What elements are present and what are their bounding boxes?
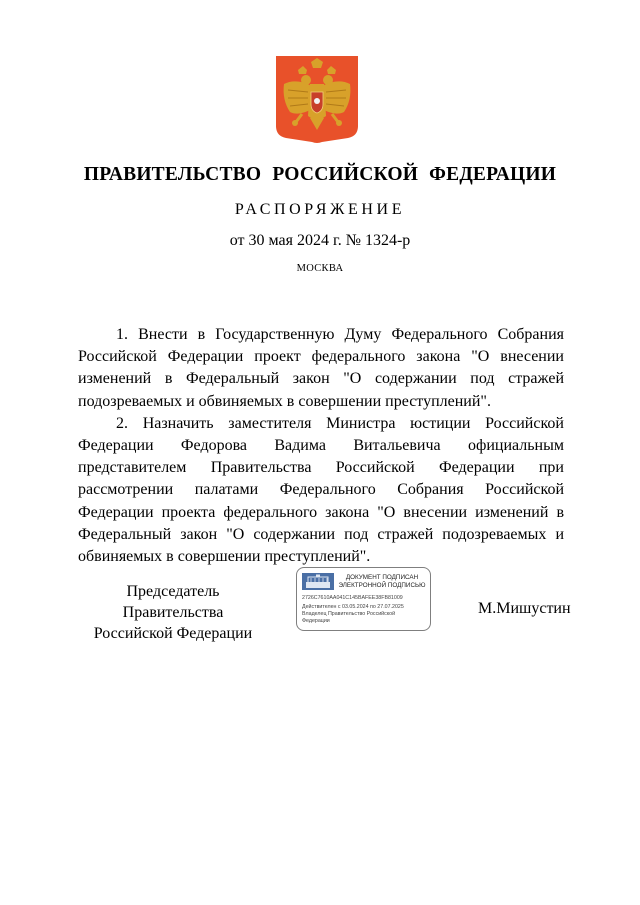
signer-name: М.Мишустин xyxy=(478,600,571,617)
document-city: МОСКВА xyxy=(296,263,344,274)
stamp-owner-line-2: Федерации xyxy=(302,618,330,624)
stamp-validity: Действителен с 03.05.2024 по 27.07.2025 xyxy=(302,604,404,610)
document-type: РАСПОРЯЖЕНИЕ xyxy=(234,201,406,218)
stamp-certificate: 2726C7610AA041C145BAFEE38FB81009 xyxy=(302,595,403,601)
government-title: ПРАВИТЕЛЬСТВО РОССИЙСКОЙ ФЕДЕРАЦИИ xyxy=(83,164,557,185)
signer-title-line-1: Председатель Правительства xyxy=(122,583,224,621)
electronic-signature-stamp xyxy=(296,567,431,631)
stamp-heading xyxy=(337,574,427,590)
government-building-icon xyxy=(302,573,334,590)
document-body xyxy=(78,324,564,568)
signer-title xyxy=(76,581,270,644)
paragraph-2: 2. Назначить заместителя Министра юстиции Российской Федерации Федорова Вадима Витальевича официальным представителем Правительства Российской Федерации при рассмотрении палатами Федерального Собрания Российской Федерации проекта федерального закона "О внесении изменений в Федеральный закон "О содержании под стражей подозреваемых и обвиняемых в совершении преступлений". xyxy=(78,414,564,566)
signer-title-line-2: Российской Федерации xyxy=(93,625,253,642)
document-date-number: от 30 мая 2024 г. № 1324-р xyxy=(229,232,411,249)
stamp-heading-line-1: ДОКУМЕНТ ПОДПИСАН xyxy=(345,574,419,581)
coat-of-arms-icon xyxy=(276,56,358,144)
paragraph-1: 1. Внести в Государственную Думу Федерального Собрания Российской Федерации проект федерального закона "О внесении изменений в Федеральный закон "О содержании под стражей подозреваемых и обвиняемых в совершении преступлений". xyxy=(78,326,564,410)
stamp-owner-line-1: Владелец Правительство Российской xyxy=(302,611,396,617)
stamp-heading-line-2: ЭЛЕКТРОННОЙ ПОДПИСЬЮ xyxy=(338,582,426,589)
